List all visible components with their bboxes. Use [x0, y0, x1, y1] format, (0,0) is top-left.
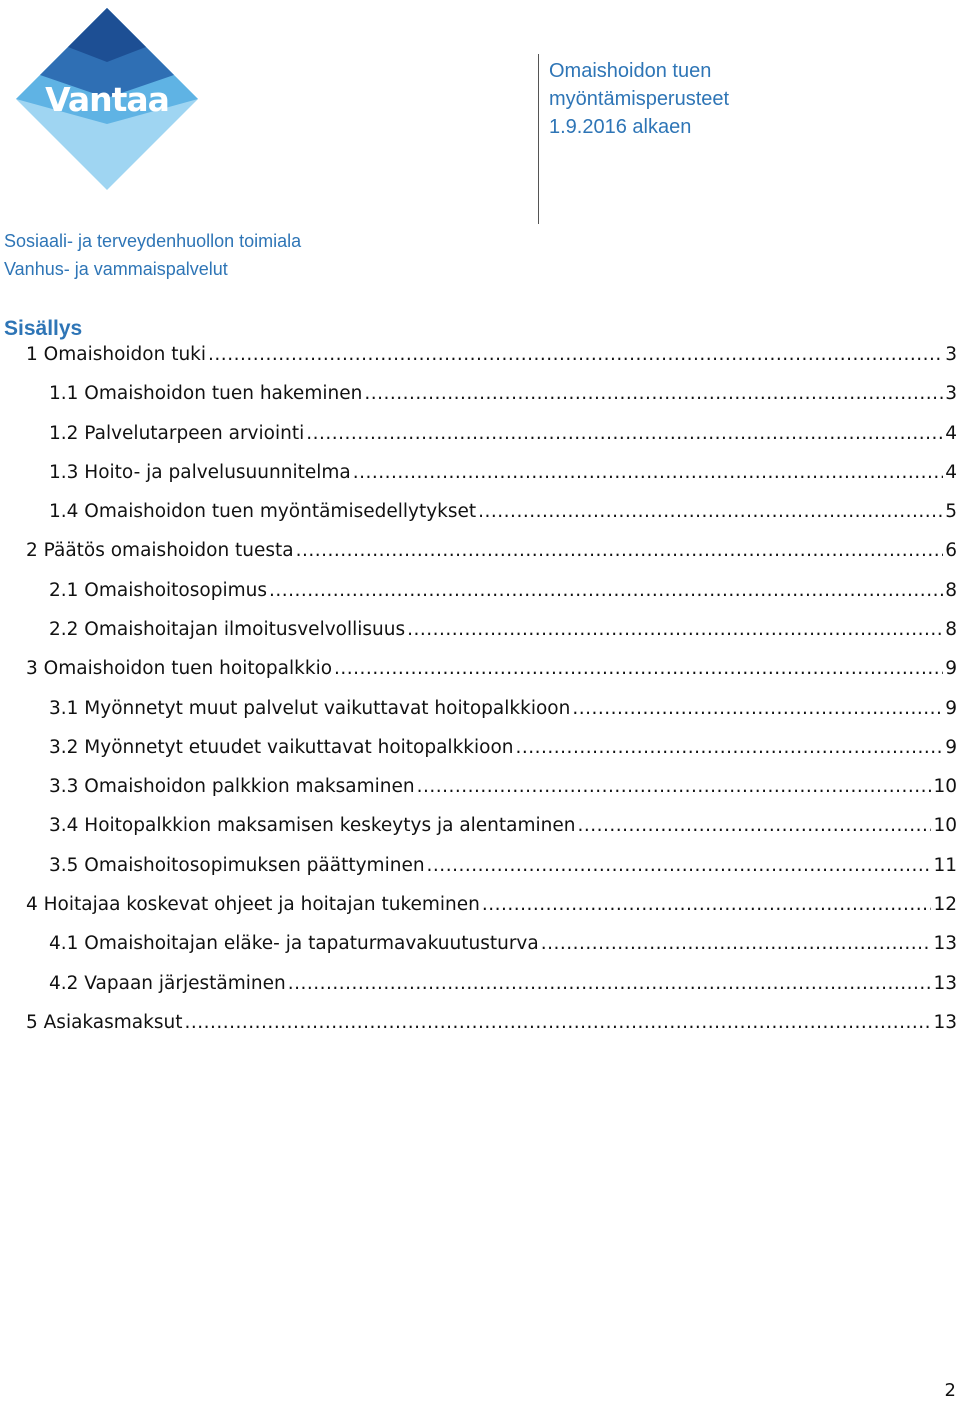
toc-entry[interactable]	[49, 737, 957, 765]
toc-leader	[208, 344, 943, 365]
toc-entry-page: 6	[945, 540, 957, 561]
toc-entry-title: 3.4 Hoitopalkkion maksamisen keskeytys ja alentaminen	[49, 815, 576, 836]
toc-entry-title: 3.1 Myönnetyt muut palvelut vaikuttavat hoitopalkkioon	[49, 698, 571, 719]
toc-entry[interactable]	[49, 698, 957, 726]
toc-entry[interactable]	[49, 501, 957, 529]
toc-leader	[364, 383, 943, 404]
toc-entry-title: 2.2 Omaishoitajan ilmoitusvelvollisuus	[49, 619, 406, 640]
toc-leader	[184, 1012, 931, 1033]
toc-entry-page: 10	[933, 776, 957, 797]
toc-heading: Sisällys	[4, 317, 83, 340]
toc-leader	[296, 540, 944, 561]
toc-leader	[353, 462, 943, 483]
toc-entry-title: 1.4 Omaishoidon tuen myöntämisedellytykset	[49, 501, 477, 522]
toc-entry[interactable]	[49, 423, 957, 451]
toc-entry-title: 4 Hoitajaa koskevat ohjeet ja hoitajan tukeminen	[26, 894, 480, 915]
toc-entry[interactable]	[49, 973, 957, 1001]
toc-entry[interactable]	[49, 933, 957, 961]
toc-entry-title: 1.3 Hoito- ja palvelusuunnitelma	[49, 462, 351, 483]
toc-entry[interactable]	[49, 462, 957, 490]
document-title-line: 1.9.2016 alkaen	[549, 116, 692, 138]
toc-entry-page: 13	[933, 973, 957, 994]
toc-entry-title: 4.1 Omaishoitajan eläke- ja tapaturmavakuutusturva	[49, 933, 539, 954]
toc-entry-page: 9	[945, 658, 957, 679]
toc-entry-page: 8	[945, 580, 957, 601]
toc-entry-page: 13	[933, 1012, 957, 1033]
document-title-line: Omaishoidon tuen	[549, 60, 712, 82]
toc-entry-title: 1.1 Omaishoidon tuen hakeminen	[49, 383, 363, 404]
department-line: Sosiaali- ja terveydenhuollon toimiala	[4, 231, 302, 251]
document-title-line: myöntämisperusteet	[549, 88, 730, 110]
toc-entry[interactable]	[26, 1012, 957, 1040]
toc-entry[interactable]	[49, 383, 957, 411]
toc-entry-title: 1 Omaishoidon tuki	[26, 344, 207, 365]
toc-entry-page: 9	[945, 737, 957, 758]
toc-leader	[572, 698, 943, 719]
toc-entry-page: 8	[945, 619, 957, 640]
toc-entry-title: 3.2 Myönnetyt etuudet vaikuttavat hoitopalkkioon	[49, 737, 514, 758]
toc-entry-page: 10	[933, 815, 957, 836]
toc-leader	[516, 737, 944, 758]
toc-leader	[478, 501, 943, 522]
toc-entry-title: 3.5 Omaishoitosopimuksen päättyminen	[49, 855, 425, 876]
department	[4, 227, 301, 283]
toc-entry[interactable]	[49, 815, 957, 843]
toc-entry[interactable]	[49, 580, 957, 608]
toc-leader	[578, 815, 932, 836]
toc-entry[interactable]	[49, 776, 957, 804]
document-title	[549, 57, 729, 141]
toc-leader	[541, 933, 932, 954]
toc-entry[interactable]	[26, 540, 957, 568]
toc-entry[interactable]	[49, 855, 957, 883]
toc-entry-page: 13	[933, 933, 957, 954]
toc-entry-page: 3	[945, 383, 957, 404]
page-number: 2	[944, 1380, 956, 1401]
toc-entry-title: 2.1 Omaishoitosopimus	[49, 580, 267, 601]
toc-leader	[334, 658, 943, 679]
toc-entry[interactable]	[26, 658, 957, 686]
logo-text: Vantaa	[45, 80, 169, 119]
toc-entry-title: 3 Omaishoidon tuen hoitopalkkio	[26, 658, 333, 679]
header-divider	[538, 54, 539, 224]
department-line: Vanhus- ja vammaispalvelut	[4, 259, 228, 279]
toc-leader	[306, 423, 943, 444]
toc-entry-title: 5 Asiakasmaksut	[26, 1012, 183, 1033]
toc-entry[interactable]	[26, 344, 957, 372]
toc-entry-title: 1.2 Palvelutarpeen arviointi	[49, 423, 305, 444]
toc-entry-title: 4.2 Vapaan järjestäminen	[49, 973, 286, 994]
toc-leader	[417, 776, 932, 797]
toc-leader	[427, 855, 932, 876]
toc-entry[interactable]	[49, 619, 957, 647]
toc-entry-page: 9	[945, 698, 957, 719]
toc-entry-page: 3	[945, 344, 957, 365]
toc-entry-page: 12	[933, 894, 957, 915]
toc-entry-page: 11	[933, 855, 957, 876]
toc-entry-page: 4	[945, 423, 957, 444]
toc-entry-title: 3.3 Omaishoidon palkkion maksaminen	[49, 776, 415, 797]
toc-entry-page: 5	[945, 501, 957, 522]
toc-leader	[288, 973, 932, 994]
toc-leader	[407, 619, 943, 640]
toc-entry-page: 4	[945, 462, 957, 483]
toc-entry[interactable]	[26, 894, 957, 922]
toc-leader	[482, 894, 932, 915]
toc-entry-title: 2 Päätös omaishoidon tuesta	[26, 540, 294, 561]
toc-leader	[269, 580, 943, 601]
